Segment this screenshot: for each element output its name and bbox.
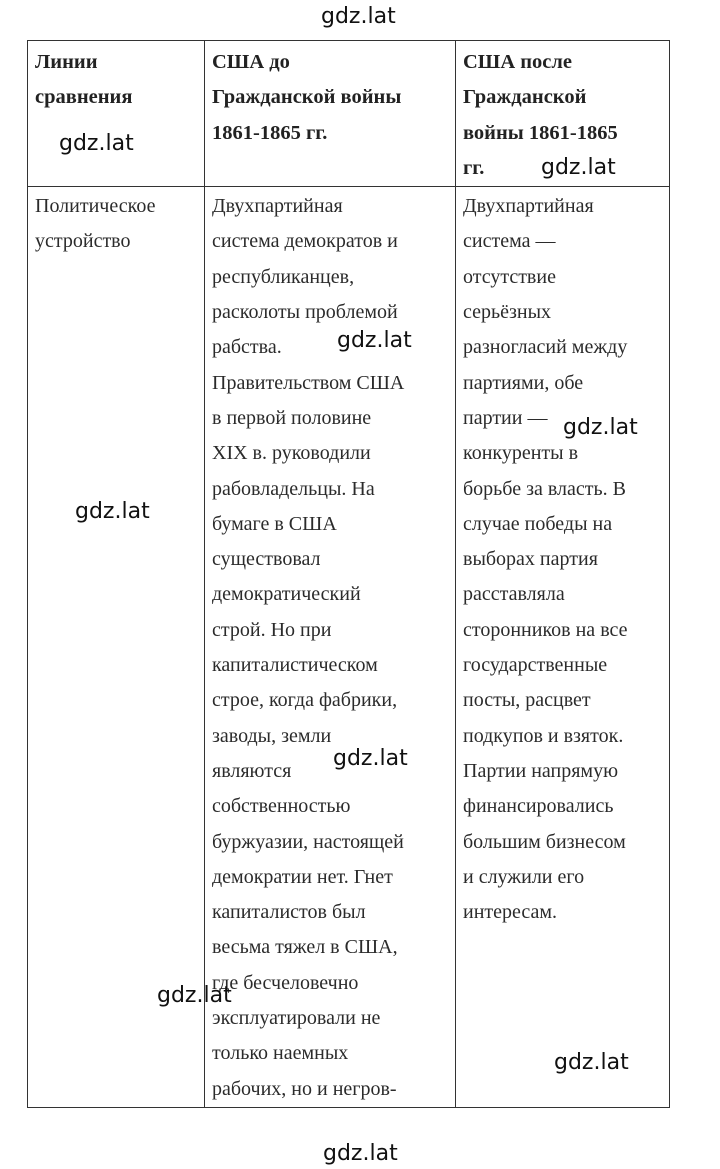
header-before-war-text: США до Гражданской войны 1861-1865 гг. [212, 51, 402, 144]
cell-before-war-text: Двухпартийная система демократов и республиканцев, расколоты проблемой рабства. Правительством США в первой половине XIX в. руководили рабовладельцы. На бумаге в США существовал демократический строй. Но при капиталистическом строе, когда фабрики, заводы, земли являются собственностью буржуазии, настоящей демократии нет. Гнет капиталистов был весьма тяжел в США, где бесчеловечно эксплуатировали не только наемных рабочих, но и негров- [212, 195, 405, 1100]
watermark-top: gdz.lat [321, 4, 396, 29]
header-before-war [205, 41, 456, 187]
watermark-header-right: gdz.lat [541, 155, 616, 180]
comparison-table [27, 40, 670, 1108]
header-criteria [28, 41, 205, 187]
cell-after-war-text: Двухпартийная система — отсутствие серьёзных разногласий между партиями, обе партии — конкуренты в борьбе за власть. В случае победы на выборах партия расставляла сторонников на все государственные посты, расцвет подкупов и взяток. Партии напрямую финансировались большим бизнесом и служили его интересам. [463, 195, 628, 924]
cell-criterion-text: Политическое устройство [35, 195, 156, 253]
watermark-header-left: gdz.lat [59, 131, 134, 156]
watermark-right-col: gdz.lat [563, 415, 638, 440]
watermark-middle-col: gdz.lat [337, 328, 412, 353]
watermark-bottom-right: gdz.lat [554, 1050, 629, 1075]
cell-criterion [28, 187, 205, 1108]
watermark-bottom: gdz.lat [323, 1141, 398, 1166]
watermark-bottom-left: gdz.lat [157, 983, 232, 1008]
watermark-left-col: gdz.lat [75, 499, 150, 524]
header-after-war-text: США после Гражданской войны 1861-1865 гг. [463, 51, 618, 179]
cell-after-war [456, 187, 670, 1108]
table-row [28, 187, 670, 1108]
cell-before-war [205, 187, 456, 1108]
table-body [28, 187, 670, 1108]
watermark-middle-col-lower: gdz.lat [333, 746, 408, 771]
header-criteria-text: Линии сравнения [35, 51, 133, 109]
